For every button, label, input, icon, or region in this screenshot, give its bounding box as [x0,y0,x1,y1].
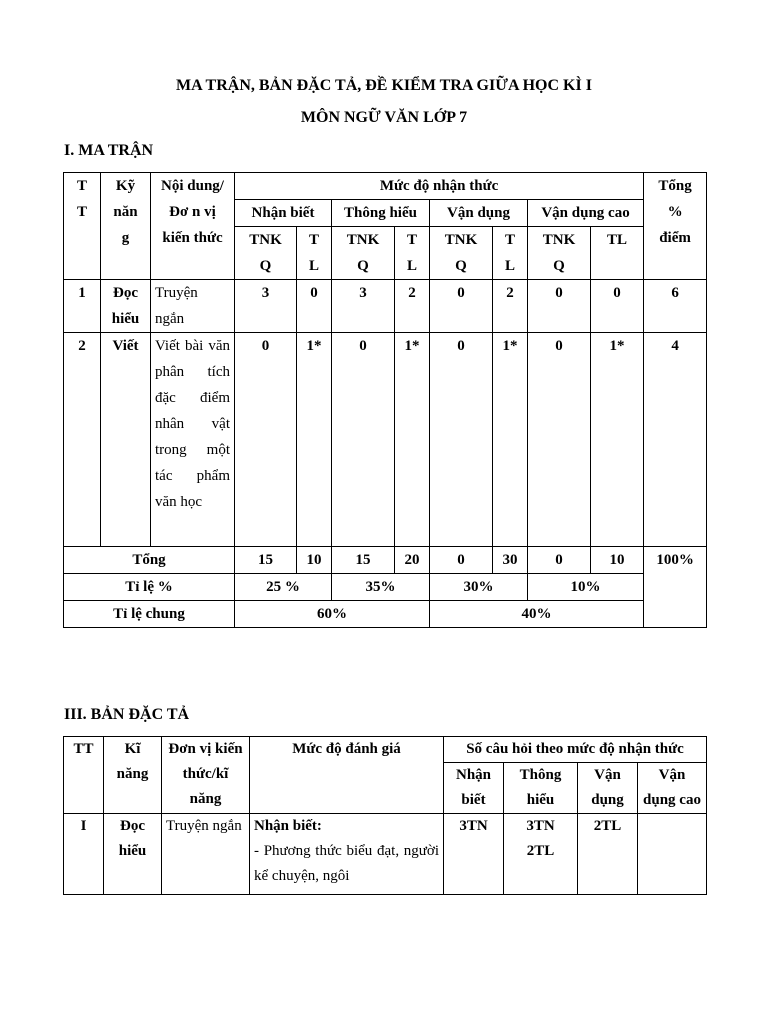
header-thong-hieu: Thông hiểu [332,200,430,227]
spec-table [63,736,707,895]
document-title: MA TRẬN, BẢN ĐẶC TẢ, ĐỀ KIỂM TRA GIỮA HỌC KÌ I [176,77,592,94]
spec-header-tt: TT [64,737,104,814]
ti-le-chung-label: Tỉ lệ chung [64,601,235,628]
cell-value: 0 [528,547,591,574]
cell-value: 35% [332,574,430,601]
ti-le-label: Tỉ lệ % [64,574,235,601]
spec-row-van-dung-cao [638,814,707,895]
spec-header-ki-nang: Kĩ năng [104,737,162,814]
cell-value: 0 [235,333,297,547]
header-ky-nang: Kỹ năn g [101,173,151,280]
table-row-ti-le [64,574,707,601]
cell-value: 3 [235,280,297,333]
tong-total: 100% [644,547,707,628]
row-tt: 2 [64,333,101,547]
cell-value: 10 [297,547,332,574]
header-van-dung: Vận dụng [430,200,528,227]
spec-header-so-cau-hoi: Số câu hỏi theo mức độ nhận thức [444,737,707,763]
cell-value: 15 [332,547,395,574]
cell-value: 1* [591,333,644,547]
cell-value: 2 [493,280,528,333]
header-tnkq: TNK Q [528,227,591,280]
table-row [64,333,707,547]
spec-row-ki-nang: Đọc hiểu [104,814,162,895]
spec-header-muc-do: Mức độ đánh giá [250,737,444,814]
document-subtitle: MÔN NGỮ VĂN LỚP 7 [300,109,468,126]
spec-header-van-dung-cao: Vận dụng cao [638,763,707,814]
cell-value: 1* [297,333,332,547]
spec-header-thong-hieu: Thông hiểu [504,763,578,814]
row-ky-nang: Đọc hiểu [101,280,151,333]
cell-value: 2 [395,280,430,333]
section-heading-matrix: I. MA TRẬN [64,142,154,159]
row-ky-nang: Viết [101,333,151,547]
header-tnkq: TNK Q [430,227,493,280]
cell-value: 0 [332,333,395,547]
cell-value: 40% [430,601,644,628]
spec-row-thong-hieu: 3TN 2TL [504,814,578,895]
table-row [64,280,707,333]
row-noi-dung: Viết bài văn phân tích đặc điểm nhân vật trong một tác phẩm văn học [151,333,235,547]
spec-header-nhan-biet: Nhận biết [444,763,504,814]
row-tong: 6 [644,280,707,333]
cell-value: 0 [430,280,493,333]
header-noi-dung: Nội dung/Đơ n vị kiến thức [151,173,235,280]
table-row-ti-le-chung [64,601,707,628]
spec-row-muc-do [250,814,444,895]
spec-row-don-vi: Truyện ngắn [162,814,250,895]
row-tong: 4 [644,333,707,547]
cell-value: 0 [528,333,591,547]
section-heading-spec: III. BẢN ĐẶC TẢ [64,706,190,723]
cell-value: 0 [430,547,493,574]
spec-row-tt: I [64,814,104,895]
header-tl: T L [493,227,528,280]
spec-row-van-dung: 2TL [578,814,638,895]
header-tong-diem: Tổng % điểm [644,173,707,280]
header-van-dung-cao: Vận dụng cao [528,200,644,227]
cell-value: 10 [591,547,644,574]
header-tnkq: TNK Q [235,227,297,280]
spec-row-nhan-biet: 3TN [444,814,504,895]
cell-value: 0 [297,280,332,333]
table-row-tong [64,547,707,574]
muc-do-label: Nhận biết: [254,818,322,834]
muc-do-text: - Phương thức biểu đạt, người kể chuyện, ngôi [254,843,439,884]
cell-value: 60% [235,601,430,628]
cell-value: 0 [430,333,493,547]
header-tt: T T [64,173,101,280]
cell-value: 25 % [235,574,332,601]
table-row [64,814,707,895]
header-nhan-biet: Nhận biết [235,200,332,227]
cell-value: 0 [591,280,644,333]
header-tl: T L [297,227,332,280]
header-tl: TL [591,227,644,280]
cell-value: 30 [493,547,528,574]
cell-value: 20 [395,547,430,574]
spec-header-van-dung: Vận dụng [578,763,638,814]
header-tnkq: TNK Q [332,227,395,280]
matrix-table [63,172,707,628]
row-tt: 1 [64,280,101,333]
row-noi-dung: Truyện ngắn [151,280,235,333]
cell-value: 1* [493,333,528,547]
tong-label: Tổng [64,547,235,574]
cell-value: 10% [528,574,644,601]
spec-header-don-vi: Đơn vị kiến thức/kĩ năng [162,737,250,814]
cell-value: 30% [430,574,528,601]
cell-value: 0 [528,280,591,333]
cell-value: 3 [332,280,395,333]
header-tl: T L [395,227,430,280]
cell-value: 15 [235,547,297,574]
cell-value: 1* [395,333,430,547]
header-muc-do-nhan-thuc: Mức độ nhận thức [235,173,644,200]
